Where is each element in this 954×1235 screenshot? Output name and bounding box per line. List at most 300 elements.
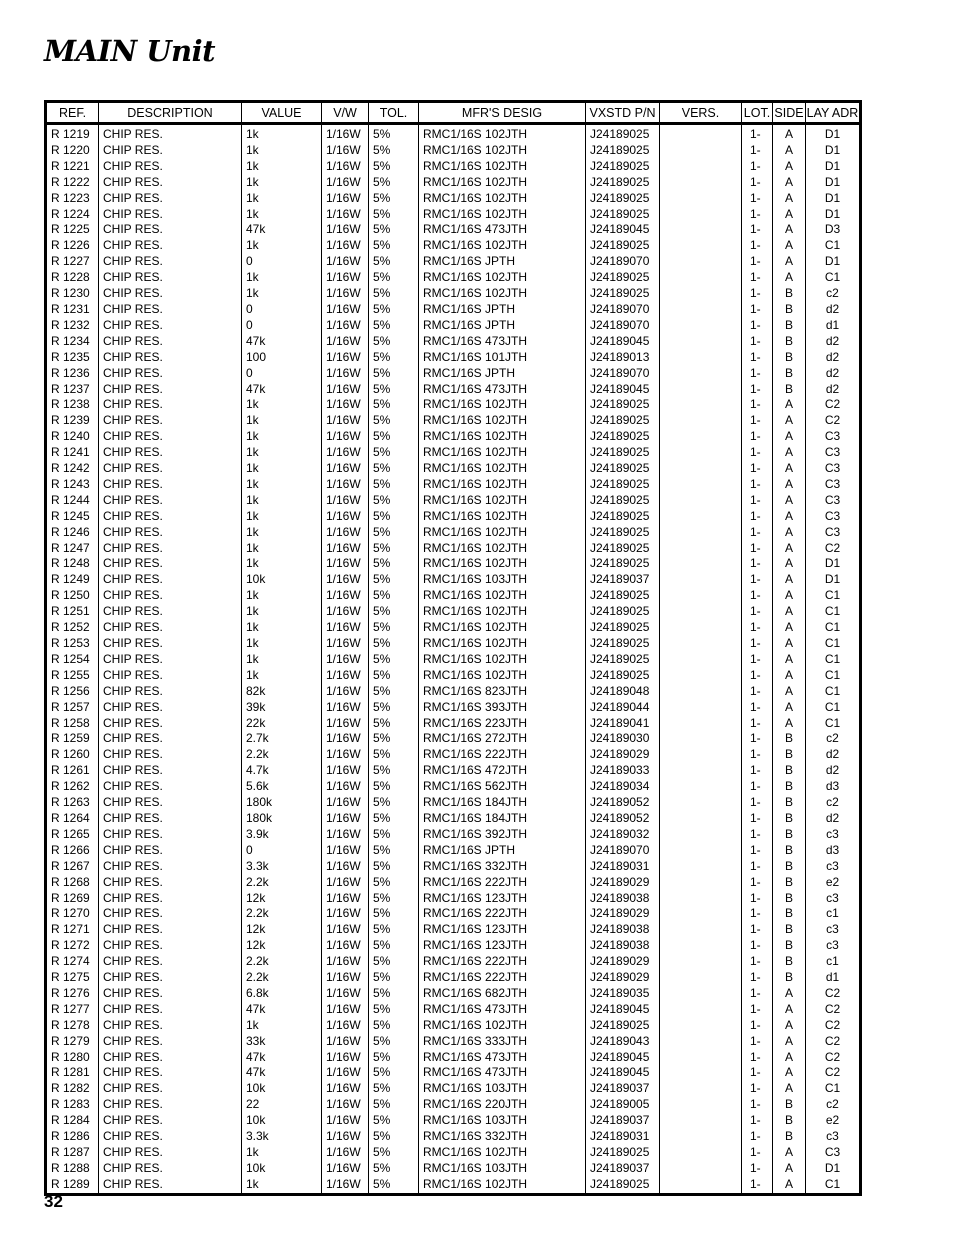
version-cell	[660, 461, 742, 477]
ref-cell: R 1232	[51, 317, 90, 332]
side-cell: B	[773, 318, 806, 334]
vw-cell: 1/16W	[322, 668, 369, 684]
table-row	[46, 922, 861, 938]
ref-cell: R 1289	[51, 1176, 90, 1191]
vxstd-pn-cell: J24189025	[586, 238, 660, 254]
lot-cell: 1-	[742, 222, 773, 238]
lot-cell: 1-	[742, 891, 773, 907]
side-cell: A	[773, 668, 806, 684]
mfr-desig-cell: RMC1/16S 473JTH	[419, 222, 586, 238]
lot-cell: 1-	[742, 254, 773, 270]
ref-cell: R 1251	[51, 604, 90, 619]
column-header: REF.	[46, 102, 99, 124]
vxstd-pn-cell: J24189038	[586, 922, 660, 938]
vw-cell: 1/16W	[322, 1177, 369, 1194]
description-cell: CHIP RES.	[99, 286, 242, 302]
vw-cell: 1/16W	[322, 525, 369, 541]
mfr-desig-cell: RMC1/16S 102JTH	[419, 1177, 586, 1194]
tolerance-cell: 5%	[369, 843, 419, 859]
side-cell: A	[773, 572, 806, 588]
mfr-desig-cell: RMC1/16S JPTH	[419, 318, 586, 334]
lay-adr-cell: C2	[806, 1050, 861, 1066]
lot-cell: 1-	[742, 1002, 773, 1018]
lot-cell: 1-	[742, 286, 773, 302]
lay-adr-cell: D1	[806, 1161, 861, 1177]
description-cell: CHIP RES.	[99, 270, 242, 286]
table-row	[46, 270, 861, 286]
ref-cell: R 1253	[51, 636, 90, 650]
lay-adr-cell: d3	[806, 779, 861, 795]
description-cell: CHIP RES.	[99, 143, 242, 159]
version-cell	[660, 716, 742, 732]
value-cell: 0	[242, 843, 322, 859]
table-row	[46, 731, 861, 747]
side-cell: A	[773, 1034, 806, 1050]
value-cell: 5.6k	[242, 779, 322, 795]
table-row	[46, 636, 861, 652]
vw-cell: 1/16W	[322, 906, 369, 922]
side-cell: B	[773, 906, 806, 922]
lot-cell: 1-	[742, 684, 773, 700]
description-cell: CHIP RES.	[99, 541, 242, 557]
tolerance-cell: 5%	[369, 124, 419, 143]
description-cell: CHIP RES.	[99, 747, 242, 763]
value-cell: 1k	[242, 143, 322, 159]
lay-adr-cell: D1	[806, 191, 861, 207]
version-cell	[660, 922, 742, 938]
mfr-desig-cell: RMC1/16S 123JTH	[419, 922, 586, 938]
ref-cell: R 1266	[51, 842, 90, 857]
version-cell	[660, 286, 742, 302]
side-cell: A	[773, 493, 806, 509]
lot-cell: 1-	[742, 302, 773, 318]
lay-adr-cell: C1	[806, 668, 861, 684]
description-cell: CHIP RES.	[99, 636, 242, 652]
vxstd-pn-cell: J24189025	[586, 413, 660, 429]
mfr-desig-cell: RMC1/16S 102JTH	[419, 207, 586, 223]
side-cell: A	[773, 684, 806, 700]
vw-cell: 1/16W	[322, 477, 369, 493]
table-row	[46, 700, 861, 716]
version-cell	[660, 556, 742, 572]
table-row	[46, 445, 861, 461]
version-cell	[660, 811, 742, 827]
lay-adr-cell: C1	[806, 604, 861, 620]
side-cell: A	[773, 397, 806, 413]
lay-adr-cell: C1	[806, 684, 861, 700]
vxstd-pn-cell: J24189025	[586, 1018, 660, 1034]
table-row	[46, 588, 861, 604]
description-cell: CHIP RES.	[99, 159, 242, 175]
side-cell: B	[773, 827, 806, 843]
value-cell: 1k	[242, 541, 322, 557]
ref-cell: R 1226	[51, 238, 90, 253]
table-row	[46, 747, 861, 763]
vw-cell: 1/16W	[322, 1097, 369, 1113]
value-cell: 1k	[242, 429, 322, 445]
tolerance-cell: 5%	[369, 477, 419, 493]
vxstd-pn-cell: J24189025	[586, 652, 660, 668]
mfr-desig-cell: RMC1/16S 222JTH	[419, 906, 586, 922]
ref-cell: R 1264	[51, 810, 90, 825]
table-row	[46, 875, 861, 891]
side-cell: A	[773, 191, 806, 207]
side-cell: B	[773, 302, 806, 318]
description-cell: CHIP RES.	[99, 350, 242, 366]
table-row	[46, 461, 861, 477]
ref-cell: R 1257	[51, 699, 90, 714]
tolerance-cell: 5%	[369, 604, 419, 620]
vxstd-pn-cell: J24189031	[586, 859, 660, 875]
table-row	[46, 1113, 861, 1129]
mfr-desig-cell: RMC1/16S 682JTH	[419, 986, 586, 1002]
ref-cell: R 1288	[51, 1160, 90, 1175]
lot-cell: 1-	[742, 716, 773, 732]
lay-adr-cell: C1	[806, 636, 861, 652]
column-header: TOL.	[369, 102, 419, 124]
ref-cell: R 1222	[51, 174, 90, 189]
value-cell: 1k	[242, 509, 322, 525]
version-cell	[660, 175, 742, 191]
ref-cell: R 1252	[51, 620, 90, 635]
tolerance-cell: 5%	[369, 254, 419, 270]
vw-cell: 1/16W	[322, 700, 369, 716]
lot-cell: 1-	[742, 1113, 773, 1129]
lay-adr-cell: C2	[806, 413, 861, 429]
mfr-desig-cell: RMC1/16S 473JTH	[419, 382, 586, 398]
table-row	[46, 124, 861, 143]
vw-cell: 1/16W	[322, 811, 369, 827]
ref-cell: R 1250	[51, 588, 90, 603]
side-cell: A	[773, 1177, 806, 1194]
vxstd-pn-cell: J24189025	[586, 191, 660, 207]
mfr-desig-cell: RMC1/16S 102JTH	[419, 509, 586, 525]
tolerance-cell: 5%	[369, 350, 419, 366]
version-cell	[660, 1129, 742, 1145]
lot-cell: 1-	[742, 207, 773, 223]
lot-cell: 1-	[742, 938, 773, 954]
lay-adr-cell: D1	[806, 143, 861, 159]
lay-adr-cell: e2	[806, 875, 861, 891]
version-cell	[660, 1065, 742, 1081]
tolerance-cell: 5%	[369, 286, 419, 302]
side-cell: A	[773, 556, 806, 572]
mfr-desig-cell: RMC1/16S 102JTH	[419, 604, 586, 620]
mfr-desig-cell: RMC1/16S 102JTH	[419, 429, 586, 445]
vw-cell: 1/16W	[322, 1034, 369, 1050]
value-cell: 47k	[242, 222, 322, 238]
value-cell: 0	[242, 254, 322, 270]
tolerance-cell: 5%	[369, 891, 419, 907]
ref-cell: R 1282	[51, 1081, 90, 1096]
version-cell	[660, 143, 742, 159]
version-cell	[660, 350, 742, 366]
lay-adr-cell: C1	[806, 716, 861, 732]
vxstd-pn-cell: J24189025	[586, 1177, 660, 1194]
lot-cell: 1-	[742, 843, 773, 859]
lot-cell: 1-	[742, 604, 773, 620]
vxstd-pn-cell: J24189025	[586, 175, 660, 191]
value-cell: 47k	[242, 1050, 322, 1066]
vxstd-pn-cell: J24189030	[586, 731, 660, 747]
vxstd-pn-cell: J24189025	[586, 620, 660, 636]
table-row	[46, 207, 861, 223]
tolerance-cell: 5%	[369, 302, 419, 318]
description-cell: CHIP RES.	[99, 1161, 242, 1177]
table-row	[46, 191, 861, 207]
lot-cell: 1-	[742, 556, 773, 572]
tolerance-cell: 5%	[369, 270, 419, 286]
vxstd-pn-cell: J24189025	[586, 143, 660, 159]
tolerance-cell: 5%	[369, 366, 419, 382]
description-cell: CHIP RES.	[99, 604, 242, 620]
table-row	[46, 159, 861, 175]
parts-list-table	[44, 100, 862, 1196]
vw-cell: 1/16W	[322, 541, 369, 557]
column-header: LOT.	[742, 102, 773, 124]
ref-cell: R 1223	[51, 190, 90, 205]
value-cell: 1k	[242, 1018, 322, 1034]
mfr-desig-cell: RMC1/16S 392JTH	[419, 827, 586, 843]
lay-adr-cell: C2	[806, 1018, 861, 1034]
ref-cell: R 1236	[51, 365, 90, 380]
vw-cell: 1/16W	[322, 938, 369, 954]
lot-cell: 1-	[742, 191, 773, 207]
mfr-desig-cell: RMC1/16S 102JTH	[419, 461, 586, 477]
version-cell	[660, 525, 742, 541]
value-cell: 3.3k	[242, 859, 322, 875]
lay-adr-cell: d1	[806, 970, 861, 986]
vw-cell: 1/16W	[322, 191, 369, 207]
description-cell: CHIP RES.	[99, 827, 242, 843]
table-row	[46, 366, 861, 382]
tolerance-cell: 5%	[369, 1081, 419, 1097]
lay-adr-cell: c3	[806, 859, 861, 875]
vxstd-pn-cell: J24189025	[586, 604, 660, 620]
tolerance-cell: 5%	[369, 397, 419, 413]
table-row	[46, 254, 861, 270]
description-cell: CHIP RES.	[99, 938, 242, 954]
ref-cell: R 1275	[51, 970, 90, 985]
column-header: LAY ADR	[806, 102, 861, 124]
tolerance-cell: 5%	[369, 1113, 419, 1129]
mfr-desig-cell: RMC1/16S 222JTH	[419, 954, 586, 970]
ref-cell: R 1240	[51, 429, 90, 444]
page-number: 32	[44, 1192, 63, 1211]
mfr-desig-cell: RMC1/16S 220JTH	[419, 1097, 586, 1113]
version-cell	[660, 588, 742, 604]
version-cell	[660, 604, 742, 620]
column-header: MFR'S DESIG	[419, 102, 586, 124]
mfr-desig-cell: RMC1/16S 102JTH	[419, 556, 586, 572]
description-cell: CHIP RES.	[99, 1177, 242, 1194]
vxstd-pn-cell: J24189037	[586, 1081, 660, 1097]
vxstd-pn-cell: J24189025	[586, 207, 660, 223]
lot-cell: 1-	[742, 922, 773, 938]
side-cell: A	[773, 477, 806, 493]
description-cell: CHIP RES.	[99, 445, 242, 461]
tolerance-cell: 5%	[369, 207, 419, 223]
description-cell: CHIP RES.	[99, 875, 242, 891]
version-cell	[660, 366, 742, 382]
side-cell: A	[773, 1018, 806, 1034]
vxstd-pn-cell: J24189037	[586, 572, 660, 588]
lay-adr-cell: C1	[806, 652, 861, 668]
tolerance-cell: 5%	[369, 970, 419, 986]
mfr-desig-cell: RMC1/16S 102JTH	[419, 445, 586, 461]
description-cell: CHIP RES.	[99, 795, 242, 811]
tolerance-cell: 5%	[369, 222, 419, 238]
ref-cell: R 1277	[51, 1001, 90, 1016]
tolerance-cell: 5%	[369, 859, 419, 875]
lay-adr-cell: C1	[806, 1177, 861, 1194]
tolerance-cell: 5%	[369, 668, 419, 684]
lay-adr-cell: C2	[806, 1065, 861, 1081]
side-cell: A	[773, 509, 806, 525]
table-row	[46, 541, 861, 557]
description-cell: CHIP RES.	[99, 700, 242, 716]
lay-adr-cell: c3	[806, 922, 861, 938]
value-cell: 10k	[242, 572, 322, 588]
version-cell	[660, 620, 742, 636]
page-title: MAIN Unit	[44, 34, 216, 68]
lot-cell: 1-	[742, 652, 773, 668]
vxstd-pn-cell: J24189025	[586, 445, 660, 461]
mfr-desig-cell: RMC1/16S 333JTH	[419, 1034, 586, 1050]
mfr-desig-cell: RMC1/16S 473JTH	[419, 1002, 586, 1018]
lay-adr-cell: C1	[806, 238, 861, 254]
side-cell: A	[773, 1145, 806, 1161]
vxstd-pn-cell: J24189025	[586, 159, 660, 175]
tolerance-cell: 5%	[369, 175, 419, 191]
vw-cell: 1/16W	[322, 1018, 369, 1034]
version-cell	[660, 207, 742, 223]
lay-adr-cell: C1	[806, 588, 861, 604]
description-cell: CHIP RES.	[99, 1018, 242, 1034]
lay-adr-cell: C3	[806, 1145, 861, 1161]
lay-adr-cell: C3	[806, 525, 861, 541]
table-row	[46, 954, 861, 970]
tolerance-cell: 5%	[369, 493, 419, 509]
lay-adr-cell: C3	[806, 445, 861, 461]
tolerance-cell: 5%	[369, 1034, 419, 1050]
table-row	[46, 1097, 861, 1113]
side-cell: A	[773, 207, 806, 223]
side-cell: A	[773, 620, 806, 636]
mfr-desig-cell: RMC1/16S 102JTH	[419, 525, 586, 541]
ref-cell: R 1259	[51, 731, 90, 746]
value-cell: 12k	[242, 938, 322, 954]
description-cell: CHIP RES.	[99, 302, 242, 318]
tolerance-cell: 5%	[369, 1177, 419, 1194]
lot-cell: 1-	[742, 1097, 773, 1113]
vxstd-pn-cell: J24189025	[586, 668, 660, 684]
table-row	[46, 1145, 861, 1161]
vxstd-pn-cell: J24189025	[586, 588, 660, 604]
side-cell: A	[773, 1002, 806, 1018]
lot-cell: 1-	[742, 1161, 773, 1177]
lot-cell: 1-	[742, 270, 773, 286]
table-row	[46, 827, 861, 843]
table-row	[46, 684, 861, 700]
mfr-desig-cell: RMC1/16S 102JTH	[419, 668, 586, 684]
mfr-desig-cell: RMC1/16S 102JTH	[419, 588, 586, 604]
side-cell: B	[773, 779, 806, 795]
mfr-desig-cell: RMC1/16S 332JTH	[419, 1129, 586, 1145]
vxstd-pn-cell: J24189025	[586, 493, 660, 509]
vw-cell: 1/16W	[322, 207, 369, 223]
version-cell	[660, 222, 742, 238]
value-cell: 22k	[242, 716, 322, 732]
version-cell	[660, 684, 742, 700]
lot-cell: 1-	[742, 238, 773, 254]
lay-adr-cell: c2	[806, 731, 861, 747]
lay-adr-cell: C3	[806, 461, 861, 477]
vw-cell: 1/16W	[322, 1129, 369, 1145]
tolerance-cell: 5%	[369, 684, 419, 700]
tolerance-cell: 5%	[369, 556, 419, 572]
value-cell: 1k	[242, 652, 322, 668]
lot-cell: 1-	[742, 875, 773, 891]
vxstd-pn-cell: J24189034	[586, 779, 660, 795]
vw-cell: 1/16W	[322, 366, 369, 382]
vw-cell: 1/16W	[322, 716, 369, 732]
lay-adr-cell: C2	[806, 1034, 861, 1050]
lay-adr-cell: D1	[806, 159, 861, 175]
table-row	[46, 382, 861, 398]
description-cell: CHIP RES.	[99, 1097, 242, 1113]
vw-cell: 1/16W	[322, 556, 369, 572]
ref-cell: R 1230	[51, 286, 90, 301]
vxstd-pn-cell: J24189070	[586, 366, 660, 382]
side-cell: A	[773, 124, 806, 143]
vw-cell: 1/16W	[322, 731, 369, 747]
vxstd-pn-cell: J24189025	[586, 397, 660, 413]
side-cell: A	[773, 1065, 806, 1081]
vw-cell: 1/16W	[322, 859, 369, 875]
lot-cell: 1-	[742, 1177, 773, 1194]
value-cell: 1k	[242, 461, 322, 477]
ref-cell: R 1286	[51, 1129, 90, 1144]
mfr-desig-cell: RMC1/16S 102JTH	[419, 124, 586, 143]
side-cell: B	[773, 747, 806, 763]
value-cell: 1k	[242, 124, 322, 143]
vxstd-pn-cell: J24189025	[586, 124, 660, 143]
table-row	[46, 525, 861, 541]
table-row	[46, 429, 861, 445]
description-cell: CHIP RES.	[99, 334, 242, 350]
tolerance-cell: 5%	[369, 143, 419, 159]
value-cell: 1k	[242, 191, 322, 207]
ref-cell: R 1271	[51, 922, 90, 937]
vw-cell: 1/16W	[322, 509, 369, 525]
lot-cell: 1-	[742, 413, 773, 429]
mfr-desig-cell: RMC1/16S 222JTH	[419, 747, 586, 763]
ref-cell: R 1249	[51, 572, 90, 587]
version-cell	[660, 875, 742, 891]
description-cell: CHIP RES.	[99, 1145, 242, 1161]
value-cell: 12k	[242, 922, 322, 938]
lay-adr-cell: C2	[806, 397, 861, 413]
vw-cell: 1/16W	[322, 843, 369, 859]
mfr-desig-cell: RMC1/16S JPTH	[419, 843, 586, 859]
vxstd-pn-cell: J24189045	[586, 334, 660, 350]
value-cell: 1k	[242, 238, 322, 254]
description-cell: CHIP RES.	[99, 922, 242, 938]
mfr-desig-cell: RMC1/16S 102JTH	[419, 175, 586, 191]
side-cell: A	[773, 700, 806, 716]
ref-cell: R 1267	[51, 858, 90, 873]
